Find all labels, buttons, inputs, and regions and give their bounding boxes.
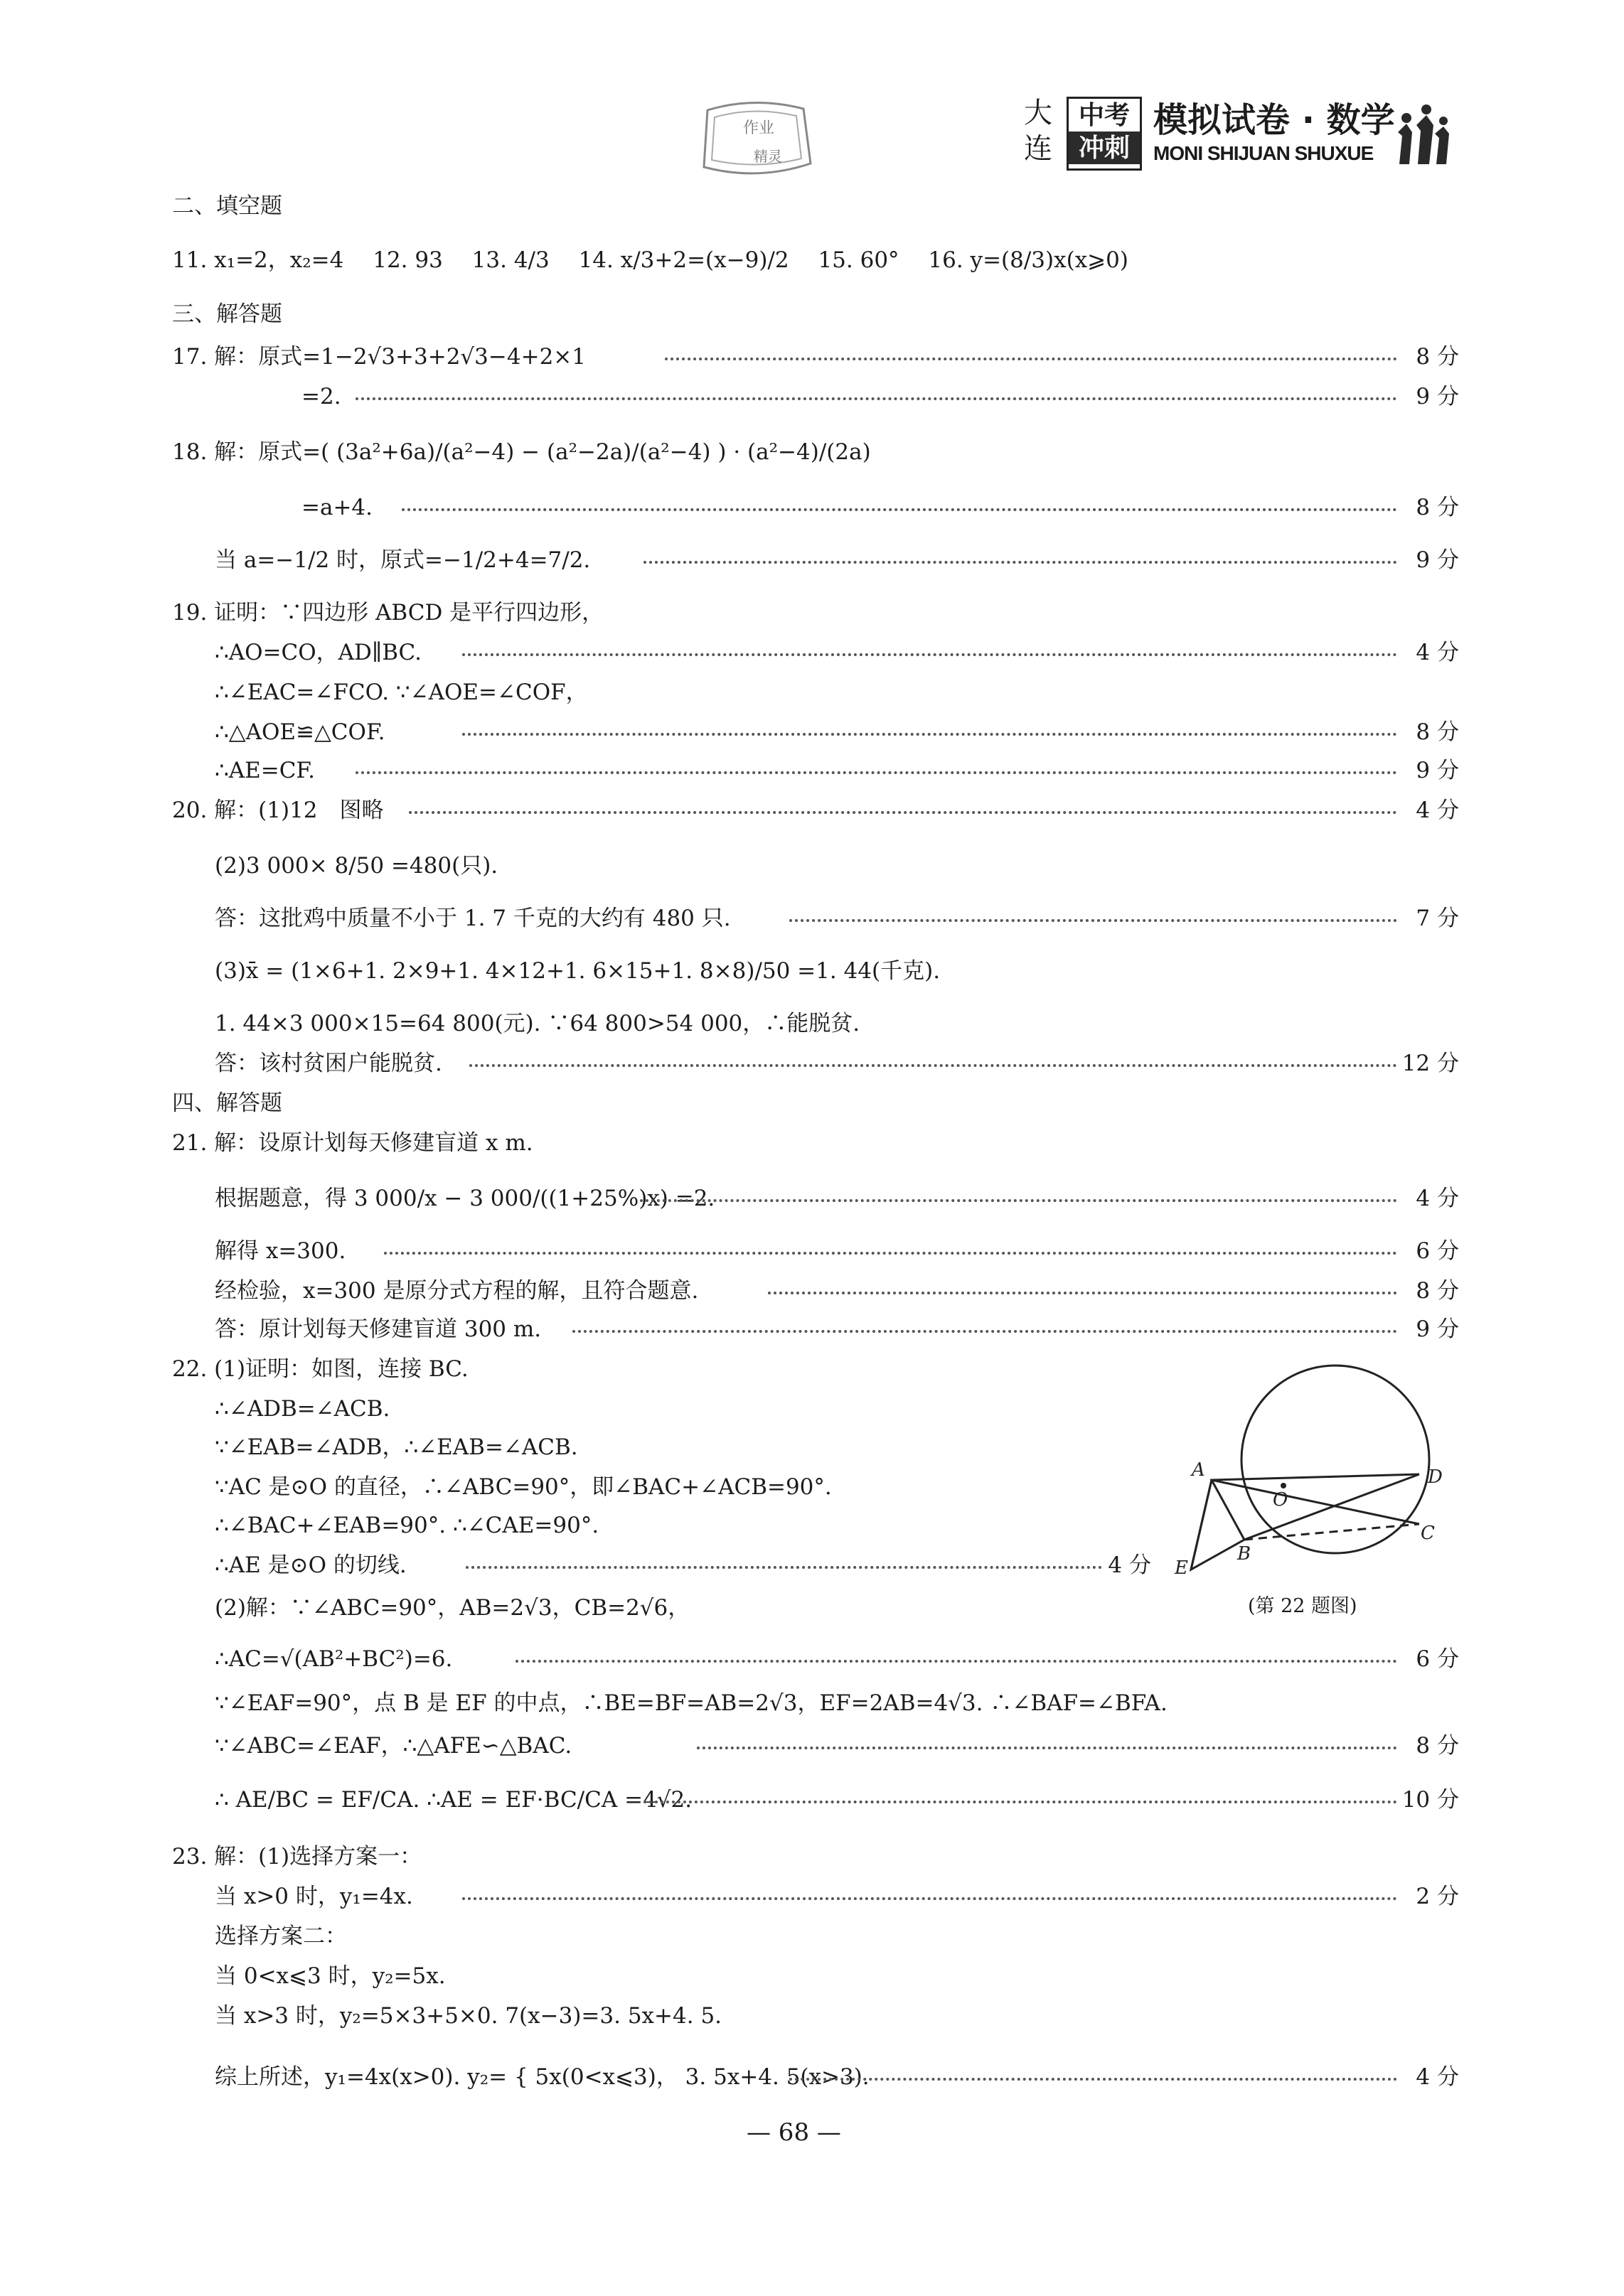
line-21c: 解得 x=300. [215,1238,346,1264]
line-21b: 根据题意，得 3 000/x − 3 000/((1+25%)x) =2. [215,1186,715,1211]
score-21e: 9 分 [1416,1316,1459,1342]
segment-bd [1244,1474,1419,1540]
header-subtitle: MONI SHIJUAN SHUXUE [1153,142,1374,164]
score-17b: 9 分 [1416,384,1459,409]
line-22i: ∵∠EAF=90°，点 B 是 EF 的中点，∴BE=BF=AB=2√3，EF=2AB=4√3. ∴∠BAF=∠BFA. [215,1690,1168,1716]
leader-dots [572,1326,1397,1333]
line-20e: 1. 44×3 000×15=64 800(元). ∵64 800>54 000，∴能脱贫. [215,1011,860,1036]
segment-ae [1191,1480,1212,1570]
label-e: E [1175,1557,1188,1577]
score-18c: 9 分 [1416,547,1459,573]
leader-dots [462,729,1397,736]
score-17a: 8 分 [1416,344,1459,370]
watermark-stamp [693,96,818,181]
line-18c: 当 a=−1/2 时，原式=−1/2+4=7/2. [215,547,591,573]
label-o: O [1273,1489,1288,1511]
score-22j: 8 分 [1416,1733,1459,1759]
leader-dots [515,1656,1397,1663]
score-19e: 9 分 [1416,758,1459,783]
line-20b: (2)3 000× 8/50 =480(只). [215,853,498,879]
leader-dots [768,1287,1397,1294]
figure-caption: (第 22 题图) [1248,1595,1357,1617]
score-20c: 7 分 [1416,906,1459,931]
score-18b: 8 分 [1416,495,1459,520]
line-22h: ∴AC=√(AB²+BC²)=6. [215,1646,453,1672]
line-22a: 22. (1)证明：如图，连接 BC. [172,1356,469,1382]
line-20c: 答：这批鸡中质量不小于 1. 7 千克的大约有 480 只. [215,906,731,931]
score-20a: 4 分 [1416,798,1459,823]
leader-dots [462,1893,1397,1900]
score-21c: 6 分 [1416,1238,1459,1264]
score-22h: 6 分 [1416,1646,1459,1672]
line-22k: ∴ AE/BC = EF/CA. ∴AE = EF·BC/CA =4√2. [215,1787,693,1813]
score-19d: 8 分 [1416,719,1459,745]
leader-dots [409,807,1397,814]
line-22c: ∵∠EAB=∠ADB，∴∠EAB=∠ACB. [215,1434,578,1460]
header-box-2: 冲刺 [1069,132,1140,164]
leader-dots [643,1796,1397,1803]
line-21e: 答：原计划每天修建盲道 300 m. [215,1316,542,1342]
line-17a: 17. 解：原式=1−2√3+3+2√3−4+2×1 [172,344,586,370]
stamp-bottom-text: 精灵 [754,148,782,165]
line-19c: ∴∠EAC=∠FCO. ∵∠AOE=∠COF， [215,680,588,705]
score-20f: 12 分 [1401,1051,1459,1076]
line-22b: ∴∠ADB=∠ACB. [215,1396,390,1422]
score-21b: 4 分 [1416,1186,1459,1211]
line-18b: =a+4. [301,495,373,520]
label-c: C [1421,1523,1435,1544]
score-21d: 8 分 [1416,1278,1459,1304]
label-b: B [1237,1543,1251,1565]
section-solve-heading: 三、解答题 [172,301,282,327]
line-19b: ∴AO=CO，AD∥BC. [215,640,422,665]
line-19e: ∴AE=CF. [215,758,315,783]
header-logo-box [1067,97,1142,171]
runner-figures-icon [1392,104,1456,168]
line-23f: 综上所述，y₁=4x(x>0). y₂= { 5x(0<x⩽3)， 3. 5x+4. 5(x>3). [215,2064,870,2090]
score-23b: 2 分 [1416,1884,1459,1909]
line-22f: ∴AE 是⊙O 的切线. [215,1552,407,1578]
leader-dots [356,393,1397,400]
label-a: A [1192,1459,1205,1481]
line-17b: =2. [301,384,341,409]
section-fill-heading: 二、填空题 [172,193,282,219]
line-18a: 18. 解：原式=( (3a²+6a)/(a²−4) − (a²−2a)/(a²−4) ) · (a²−4)/(2a) [172,439,871,465]
line-22j: ∵∠ABC=∠EAF，∴△AFE∽△BAC. [215,1733,572,1759]
segment-lines [1191,1474,1419,1570]
section-solve2-heading: 四、解答题 [172,1090,282,1116]
leader-dots [789,915,1397,922]
line-23d: 当 0<x⩽3 时，y₂=5x. [215,1963,446,1989]
line-21a: 21. 解：设原计划每天修建盲道 x m. [172,1130,533,1156]
line-11-16: 11. x₁=2，x₂=4 12. 93 13. 4/3 14. x/3+2=(x−9)/2 15. 60° 16. y=(8/3)x(x⩾0) [172,247,1128,273]
leader-dots [789,2074,1397,2081]
header-box-1: 中考 [1078,100,1130,130]
stamp-top-text: 作业 [743,119,775,137]
score-22k: 10 分 [1401,1787,1459,1813]
header-title: 模拟试卷 · 数学 [1153,100,1395,140]
leader-dots [665,353,1397,360]
line-20a: 20. 解：(1)12 图略 [172,798,384,823]
point-o [1281,1483,1286,1488]
line-21d: 经检验，x=300 是原分式方程的解，且符合题意. [215,1278,699,1304]
label-d: D [1428,1466,1443,1488]
score-19b: 4 分 [1416,640,1459,665]
line-23e: 当 x>3 时，y₂=5×3+5×0. 7(x−3)=3. 5x+4. 5. [215,2003,722,2029]
line-22g: (2)解：∵∠ABC=90°，AB=2√3，CB=2√6， [215,1595,690,1621]
header-city [1024,95,1052,166]
line-23a: 23. 解：(1)选择方案一： [172,1844,422,1869]
header-city-1: 大 [1024,97,1052,129]
line-19a: 19. 证明：∵四边形 ABCD 是平行四边形， [172,600,604,626]
line-20f: 答：该村贫困户能脱贫. [215,1051,442,1076]
score-23f: 4 分 [1416,2064,1459,2090]
score-22f: 4 分 [1108,1552,1151,1578]
leader-dots [356,767,1397,774]
leader-dots [643,557,1397,564]
page-number: — 68 — [747,2118,841,2147]
line-23c: 选择方案二： [215,1924,347,1949]
line-23b: 当 x>0 时，y₁=4x. [215,1884,413,1909]
line-22e: ∴∠BAC+∠EAB=90°. ∴∠CAE=90°. [215,1513,599,1538]
leader-dots [384,1248,1397,1255]
line-19d: ∴△AOE≌△COF. [215,719,385,745]
leader-dots [402,504,1397,511]
geometry-figure-22 [1166,1363,1472,1577]
leader-dots [469,1060,1397,1067]
leader-dots [462,649,1397,656]
header-city-2: 连 [1024,132,1052,165]
header [1024,91,1486,176]
leader-dots [640,1195,1397,1202]
leader-dots [697,1742,1397,1749]
line-20d: (3)x̄ = (1×6+1. 2×9+1. 4×12+1. 6×15+1. 8×8)/50 =1. 44(千克). [215,958,941,984]
line-22d: ∵AC 是⊙O 的直径，∴∠ABC=90°，即∠BAC+∠ACB=90°. [215,1474,832,1500]
leader-dots [466,1562,1102,1569]
